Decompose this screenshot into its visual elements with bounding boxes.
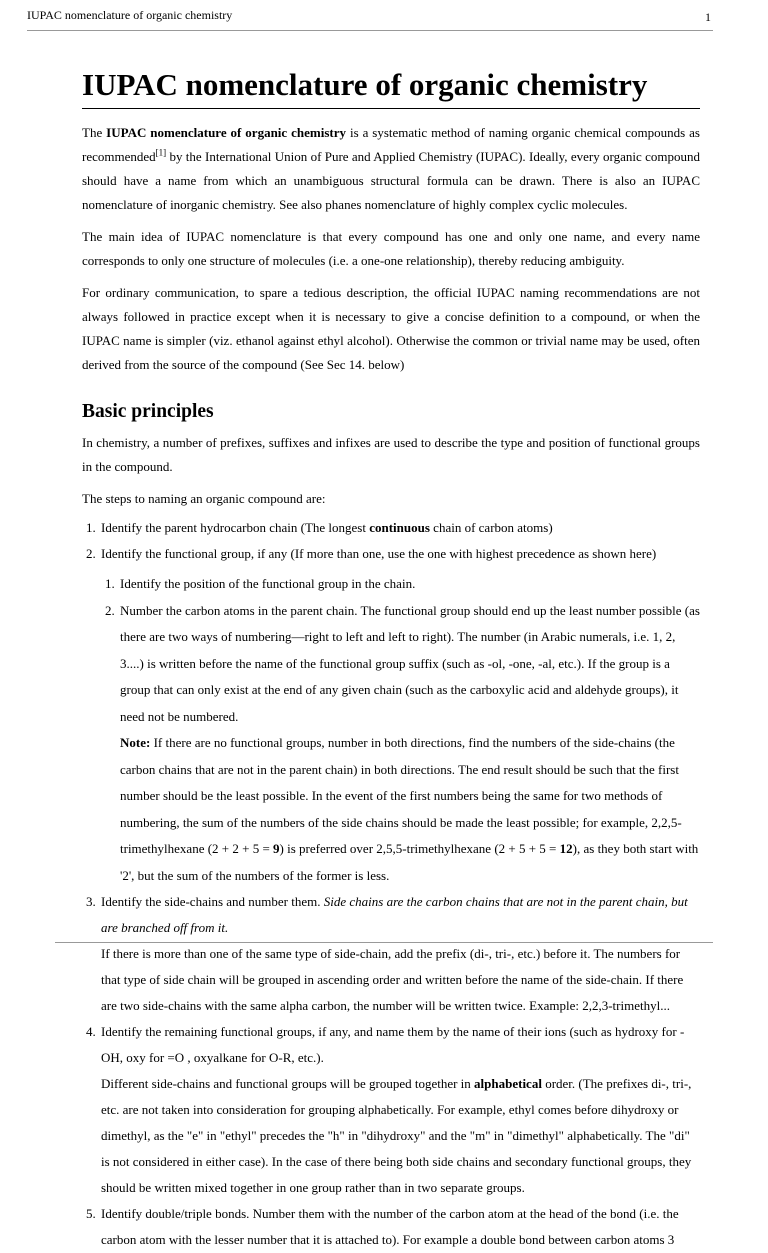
note bbox=[120, 730, 700, 889]
section-paragraph-2: The steps to naming an organic compound are: bbox=[82, 491, 326, 506]
intro-paragraph-1 bbox=[82, 121, 700, 217]
step-3 bbox=[99, 889, 700, 1019]
note-label: Note: bbox=[120, 735, 151, 750]
italic-definition: Side chains are the carbon chains that are not in the parent chain, but are branched off from it. bbox=[101, 894, 688, 935]
bold-term: continuous bbox=[369, 520, 430, 535]
text: If there is more than one of the same type of side-chain, add the prefix (di-, tri-, etc.) before it. The numbers for that type of side chain will be grouped in ascending order and written before the name of the side-chain. If there are two side-chains with the same alpha carbon, the number will be written twice. Example: 2,2,3-trimethyl... bbox=[101, 946, 684, 1013]
running-header: IUPAC nomenclature of organic chemistry bbox=[27, 8, 233, 22]
text: ), as they both start with '2', but the sum of the numbers of the former is less. bbox=[120, 841, 699, 883]
text: Identify the functional group, if any (If more than one, use the one with highest precedence as shown here) bbox=[101, 546, 657, 561]
text: Identify the side-chains and number them. bbox=[101, 894, 324, 909]
step-2 bbox=[99, 541, 700, 889]
page-content bbox=[82, 66, 700, 1253]
text: order. (The prefixes di-, tri-, etc. are not taken into consideration for grouping alphabetically. For example, ethyl comes before dihydroxy or dimethyl, as the "e" in "ethyl" precedes the "h" in "dihydroxy" and the "m" in "dimethyl" alphabetically. The "di" is not considered in either case). In the case of there being both side chains and secondary functional groups, they should be written mixed together in one group rather than in two separate groups. bbox=[101, 1076, 692, 1195]
step-4 bbox=[99, 1019, 700, 1201]
text: If there are no functional groups, number in both directions, find the numbers of the side-chains (the carbon chains that are not in the parent chain) in both directions. The end result should be such that the first number should be the least possible. In the event of the first numbers being the same for two methods of numbering, the sum of the numbers of the side chains should be made the least possible; for example, 2,2,5-trimethylhexane (2 + 2 + 5 = bbox=[120, 735, 682, 856]
page-number: 1 bbox=[705, 10, 711, 24]
text-block bbox=[101, 1071, 700, 1201]
text: Identify the remaining functional groups, if any, and name them by the name of their ions (such as hydroxy for -OH, oxy for =O , oxyalkane for O-R, etc.). bbox=[101, 1024, 685, 1065]
bold-term: IUPAC nomenclature of organic chemistry bbox=[106, 125, 347, 140]
sub-step-2 bbox=[118, 598, 700, 890]
step-5: 5. Identify double/triple bonds. Number them with the number of the carbon atom at the head of the bond (i.e. the carbon atom with the lesser number that it is attached to). For example a double bond between carbon atoms 3 bbox=[99, 1201, 700, 1253]
text: Number the carbon atoms in the parent chain. The functional group should end up the least number possible (as there are two ways of numbering—right to left and left to right). The number (in Arabic numerals, i.e. 1, 2, 3....) is written before the name of the functional group suffix (such as -ol, -one, -al, etc.). If the group is a group that can only exist at the end of any given chain (such as the carboxylic acid and aldehyde groups), it need not be numbered. bbox=[120, 602, 700, 724]
text: by the International Union of Pure and Applied Chemistry (IUPAC). Ideally, every organic compound should have a name from which an unambiguous structural formula can be drawn. There is also an IUPAC nomenclature of inorganic chemistry. See also phanes nomenclature of highly complex cyclic molecules. bbox=[82, 149, 700, 212]
intro-paragraph-2: The main idea of IUPAC nomenclature is that every compound has one and only one name, and every name corresponds to only one structure of molecules (i.e. a one-one relationship), thereby reducing ambiguity. bbox=[82, 229, 700, 268]
reference-link[interactable]: [1] bbox=[155, 147, 167, 158]
section-heading: Basic principles bbox=[82, 401, 214, 422]
sub-steps-list bbox=[101, 571, 700, 889]
text: chain of carbon atoms) bbox=[429, 520, 553, 535]
page-title: IUPAC nomenclature of organic chemistry bbox=[82, 66, 700, 109]
sub-step-1: 1. Identify the position of the functional group in the chain. bbox=[118, 571, 700, 598]
bold-number: 12 bbox=[559, 841, 573, 856]
footer-rule bbox=[55, 942, 713, 943]
section-paragraph-1: In chemistry, a number of prefixes, suffixes and infixes are used to describe the type and position of functional groups in the compound. bbox=[82, 435, 700, 474]
bold-number: 9 bbox=[273, 841, 280, 856]
header-rule bbox=[27, 30, 713, 31]
intro-paragraph-3: For ordinary communication, to spare a tedious description, the official IUPAC naming recommendations are not always followed in practice except when it is necessary to give a concise definition to a compound, or when the IUPAC name is simpler (viz. ethanol against ethyl alcohol). Otherwise the common or trivial name may be used, often derived from the source of the compound (See Sec 14. below) bbox=[82, 285, 700, 372]
bold-term: alphabetical bbox=[474, 1076, 542, 1091]
text: is a systematic method of naming organic chemical compounds as recommended bbox=[82, 125, 700, 164]
text: Identify the parent hydrocarbon chain (The longest bbox=[101, 520, 370, 535]
text: The bbox=[82, 125, 107, 140]
text: ) is preferred over 2,5,5-trimethylhexane (2 + 5 + 5 = bbox=[279, 841, 560, 856]
text: Different side-chains and functional groups will be grouped together in bbox=[101, 1076, 475, 1091]
step-1 bbox=[99, 515, 700, 541]
steps-list bbox=[82, 515, 700, 1253]
